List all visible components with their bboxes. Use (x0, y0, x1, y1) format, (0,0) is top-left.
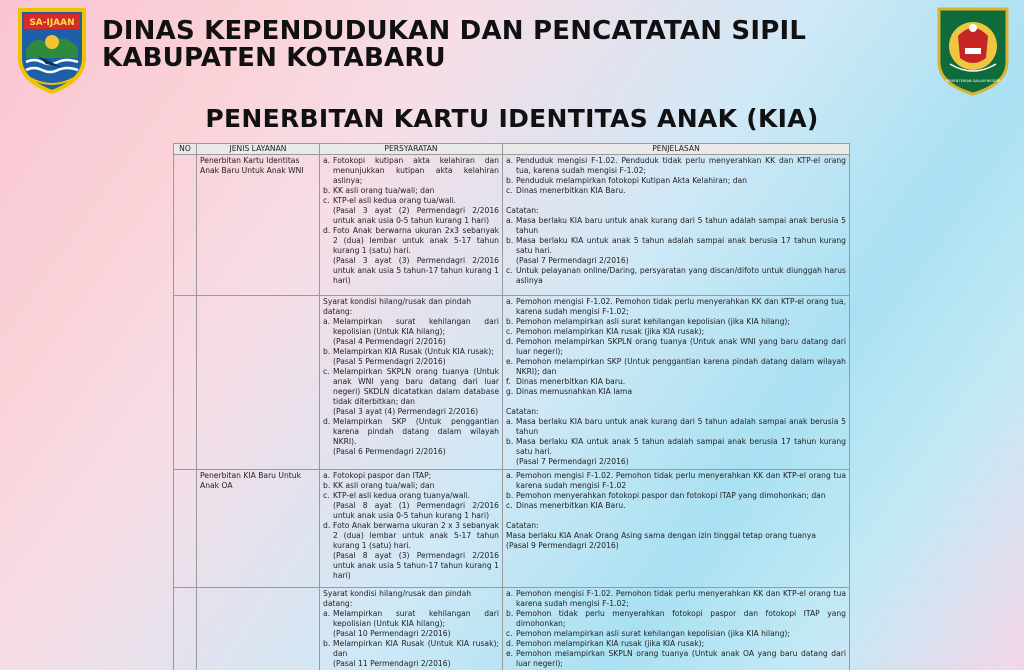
cell-no (174, 155, 197, 296)
right-logo-caption: KEMENTERIAN DALAM NEGERI (945, 79, 1001, 83)
item-marker (323, 256, 333, 286)
cell-penjelasan (503, 470, 850, 588)
item-text: Pemohon tidak perlu menyerahkan fotokopi paspor dan fotokopi ITAP yang dimohonkan; (516, 609, 846, 628)
item-marker: c. (323, 367, 330, 376)
agency-title-line2: KABUPATEN KOTABARU (102, 43, 446, 73)
list-item (506, 256, 846, 266)
list-item (323, 417, 499, 447)
list-item (506, 186, 846, 196)
list-item (323, 367, 499, 407)
table-row (174, 296, 850, 470)
header-no: NO (174, 144, 197, 155)
list-item (323, 337, 499, 347)
item-text: Pemohon menyerahkan fotokopi paspor dan fotokopi ITAP yang dimohonkan; dan (516, 491, 826, 500)
list-item (323, 357, 499, 367)
list-item (323, 551, 499, 581)
item-marker: d. (506, 639, 514, 648)
item-text: Masa berlaku KIA baru untuk anak kurang dari 5 tahun adalah sampai anak berusia 5 tahun (516, 417, 846, 436)
list-item (506, 357, 846, 377)
item-marker: c. (506, 501, 513, 510)
logo-banner-text: SA-IJAAN (29, 18, 75, 28)
item-marker (323, 629, 333, 639)
list-item (506, 629, 846, 639)
item-text: Melampirkan SKP (Untuk penggantian karena pindah datang dalam wilayah NKRI). (333, 417, 499, 446)
cell-persyaratan (320, 296, 503, 470)
item-marker: b. (323, 481, 331, 490)
item-text: (Pasal 3 ayat (3) Permendagri 2/2016 untuk anak usia 5 tahun-17 tahun kurang 1 hari) (333, 256, 499, 285)
list-item (323, 317, 499, 337)
item-marker (323, 407, 333, 417)
item-marker: b. (506, 317, 514, 326)
item-text: Pemohon melampirkan SKP (Untuk penggantian karena pindah datang dalam wilayah NKRI); dan (516, 357, 846, 376)
item-marker: c. (323, 196, 330, 205)
item-marker: a. (506, 216, 514, 225)
list-item (506, 297, 846, 317)
item-text: KK asli orang tua/wali; dan (333, 186, 435, 195)
table-header-row (174, 144, 850, 155)
table-row (174, 470, 850, 588)
item-text: Foto Anak berwarna ukuran 2x3 sebanyak 2 (dua) lembar untuk anak 5-17 tahun kurang 1 (satu) hari. (333, 226, 499, 255)
header-persyaratan: PERSYARATAN (320, 144, 503, 155)
item-marker (323, 357, 333, 367)
item-marker: d. (323, 417, 331, 426)
cell-jenis-layanan: Penerbitan Kartu Identitas Anak Baru Untuk Anak WNI (197, 155, 320, 296)
list-item (323, 206, 499, 226)
item-text: (Pasal 7 Permendagri 2/2016) (516, 256, 629, 265)
table-row (174, 588, 850, 670)
item-marker: a. (323, 317, 331, 326)
item-text: Melampirkan KIA Rusak (Untuk KIA rusak); dan (333, 639, 499, 658)
persyaratan-list (323, 471, 499, 581)
list-item (323, 639, 499, 659)
kemendagri-logo (936, 6, 1010, 96)
list-item (506, 156, 846, 176)
cell-persyaratan (320, 588, 503, 670)
item-text: Melampirkan KIA Rusak (Untuk KIA rusak); (333, 347, 494, 356)
list-item (506, 609, 846, 629)
item-marker: c. (506, 327, 513, 336)
list-item (323, 186, 499, 196)
item-marker (323, 337, 333, 347)
item-marker: a. (323, 471, 331, 480)
list-item (506, 387, 846, 397)
list-item (506, 266, 846, 286)
item-text: Masa berlaku KIA untuk anak 5 tahun adalah sampai anak berusia 17 tahun kurang satu hari. (516, 236, 846, 255)
item-marker: b. (323, 639, 331, 648)
list-item (506, 176, 846, 186)
cell-no (174, 470, 197, 588)
item-text: Pemohon mengisi F-1.02. Pemohon tidak perlu menyerahkan KK dan KTP-el orang tua karena sudah mengisi F-1.02 (516, 471, 846, 490)
list-item (506, 377, 846, 387)
item-text: (Pasal 5 Permendagri 2/2016) (333, 357, 446, 366)
item-marker (323, 447, 333, 457)
item-marker: c. (323, 491, 330, 500)
item-marker: b. (506, 491, 514, 500)
item-text: (Pasal 4 Permendagri 2/2016) (333, 337, 446, 346)
item-text: Catatan: (506, 521, 539, 530)
list-item (506, 521, 846, 531)
item-text: Dinas memusnahkan KIA lama (516, 387, 633, 396)
kotabaru-logo (16, 6, 88, 94)
item-text: Pemohon melampirkan asli surat kehilangan kepolisian (jika KIA hilang); (516, 629, 790, 638)
list-item (323, 407, 499, 417)
item-text: KK asli orang tua/wali; dan (333, 481, 435, 490)
list-item (323, 659, 499, 669)
item-text: Pemohon melampirkan KIA rusak (jika KIA rusak); (516, 639, 705, 648)
item-text: Pemohon mengisi F-1.02. Pemohon tidak perlu menyerahkan KK dan KTP-el orang tua karena sudah mengisi F-1.02; (516, 589, 846, 608)
item-marker: c. (506, 629, 513, 638)
persyaratan-list (323, 609, 499, 669)
item-marker (323, 659, 333, 669)
table-row (174, 155, 850, 296)
item-marker: f. (506, 377, 511, 386)
item-marker: a. (506, 156, 514, 165)
item-marker: c. (506, 266, 513, 275)
header-penjelasan: PENJELASAN (503, 144, 850, 155)
item-text: Pemohon melampirkan asli surat kehilangan kepolisian (jika KIA hilang); (516, 317, 790, 326)
list-item (323, 447, 499, 457)
item-text: Melampirkan surat kehilangan dari kepolisian (Untuk KIA hilang); (333, 317, 499, 336)
cell-penjelasan (503, 296, 850, 470)
item-marker: a. (506, 471, 514, 480)
list-item (506, 206, 846, 216)
item-text: Catatan: (506, 206, 539, 215)
item-text: Melampirkan surat kehilangan dari kepolisian (Untuk KIA hilang); (333, 609, 499, 628)
item-text: (Pasal 6 Permendagri 2/2016) (333, 447, 446, 456)
list-item (323, 196, 499, 206)
item-marker (506, 457, 516, 467)
header-jenis-layanan: JENIS LAYANAN (197, 144, 320, 155)
list-item (506, 437, 846, 457)
item-text: Masa berlaku KIA Anak Orang Asing sama dengan izin tinggal tetap orang tuanya (506, 531, 817, 540)
list-gap (506, 511, 846, 521)
item-text: (Pasal 8 ayat (3) Permendagri 2/2016 untuk anak usia 5 tahun-17 tahun kurang 1 hari) (333, 551, 499, 580)
item-marker: b. (323, 186, 331, 195)
item-marker: d. (506, 337, 514, 346)
persyaratan-list (323, 317, 499, 457)
list-item (506, 216, 846, 236)
cell-jenis-layanan (197, 588, 320, 670)
item-marker (506, 256, 516, 266)
item-marker: a. (323, 156, 331, 165)
item-marker: a. (506, 297, 514, 306)
list-item (506, 649, 846, 669)
item-marker (323, 501, 333, 521)
item-text: (Pasal 10 Permendagri 2/2016) (333, 629, 451, 638)
list-item (323, 501, 499, 521)
item-marker: c. (506, 186, 513, 195)
penjelasan-list (506, 297, 846, 467)
item-text: Pemohon mengisi F-1.02. Pemohon tidak perlu menyerahkan KK dan KTP-el orang tua, karena sudah mengisi F-1.02; (516, 297, 846, 316)
item-marker: b. (323, 347, 331, 356)
list-item (323, 521, 499, 551)
item-text: KTP-el asli kedua orang tua/wali. (333, 196, 457, 205)
item-text: (Pasal 11 Permendagri 2/2016) (333, 659, 451, 668)
item-text: Dinas menerbitkan KIA Baru. (516, 501, 626, 510)
agency-title (102, 18, 806, 72)
list-item (323, 609, 499, 629)
penjelasan-list (506, 156, 846, 286)
item-text: Dinas menerbitkan KIA Baru. (516, 186, 626, 195)
cell-jenis-layanan: Penerbitan KIA Baru Untuk Anak OA (197, 470, 320, 588)
list-item (506, 531, 846, 541)
item-marker: d. (323, 226, 331, 235)
item-text: KTP-el asli kedua orang tuanya/wali. (333, 491, 471, 500)
page-title: PENERBITAN KARTU IDENTITAS ANAK (KIA) (205, 104, 819, 133)
persyaratan-list (323, 156, 499, 286)
item-text: Fotokopi paspor dan ITAP; (333, 471, 432, 480)
item-text: Pemohon melampirkan SKPLN orang tuanya (Untuk anak WNI yang baru datang dari luar negeri); (516, 337, 846, 356)
list-item (323, 156, 499, 186)
cell-penjelasan (503, 588, 850, 670)
item-text: Pemohon melampirkan KIA rusak (jika KIA rusak); (516, 327, 705, 336)
item-marker: b. (506, 176, 514, 185)
list-item (506, 589, 846, 609)
list-item (323, 471, 499, 481)
list-item (323, 226, 499, 256)
list-item (506, 491, 846, 501)
item-text: (Pasal 3 ayat (4) Permendagri 2/2016) (333, 407, 479, 416)
item-text: Dinas menerbitkan KIA baru. (516, 377, 626, 386)
item-text: Pemohon melampirkan SKPLN orang tuanya (Untuk anak OA yang baru datang dari luar negeri); (516, 649, 846, 668)
item-text: (Pasal 8 ayat (1) Permendagri 2/2016 untuk anak usia 0-5 tahun kurang 1 hari) (333, 501, 499, 520)
item-text: Masa berlaku KIA baru untuk anak kurang dari 5 tahun adalah sampai anak berusia 5 tahun (516, 216, 846, 235)
item-marker: a. (506, 417, 514, 426)
item-marker: e. (506, 649, 514, 658)
penjelasan-list (506, 589, 846, 669)
list-gap (506, 397, 846, 407)
item-marker (323, 551, 333, 581)
list-item (506, 541, 846, 551)
item-marker: g. (506, 387, 514, 396)
cell-persyaratan (320, 155, 503, 296)
cell-persyaratan (320, 470, 503, 588)
item-text: (Pasal 7 Permendagri 2/2016) (516, 457, 629, 466)
agency-title-line1: DINAS KEPENDUDUKAN DAN PENCATATAN SIPIL (102, 16, 807, 46)
list-item (323, 347, 499, 357)
item-marker: a. (506, 589, 514, 598)
list-item (506, 457, 846, 467)
item-text: Fotokopi kutipan akta kelahiran dan menunjukkan kutipan akta kelahiran aslinya; (333, 156, 499, 185)
item-text: (Pasal 3 ayat (2) Permendagri 2/2016 untuk anak usia 0-5 tahun kurang 1 hari) (333, 206, 499, 225)
item-text: Catatan: (506, 407, 539, 416)
item-marker: d. (323, 521, 331, 530)
item-text: Foto Anak berwarna ukuran 2 x 3 sebanyak 2 (dua) lembar untuk anak 5-17 tahun kurang 1 (satu) hari. (333, 521, 499, 550)
list-item (506, 236, 846, 256)
cell-penjelasan (503, 155, 850, 296)
persyaratan-intro: Syarat kondisi hilang/rusak dan pindah datang: (323, 297, 472, 316)
item-text: (Pasal 9 Permendagri 2/2016) (506, 541, 619, 550)
list-item (323, 629, 499, 639)
item-marker: b. (506, 236, 514, 245)
list-item (323, 481, 499, 491)
list-item (506, 337, 846, 357)
list-gap (506, 196, 846, 206)
cell-no (174, 588, 197, 670)
list-item (506, 317, 846, 327)
list-item (506, 471, 846, 491)
list-item (323, 491, 499, 501)
list-item (506, 639, 846, 649)
item-text: Masa berlaku KIA untuk anak 5 tahun adalah sampai anak berusia 17 tahun kurang satu hari. (516, 437, 846, 456)
item-marker: e. (506, 357, 514, 366)
list-item (506, 501, 846, 511)
item-marker: b. (506, 609, 514, 618)
item-marker: b. (506, 437, 514, 446)
item-marker: a. (323, 609, 331, 618)
item-text: Penduduk melampirkan fotokopi Kutipan Akta Kelahiran; dan (516, 176, 748, 185)
item-text: Melampirkan SKPLN orang tuanya (Untuk anak WNI yang baru datang dari luar negeri) SKDLN dicatatkan dalam database tidak diterbitkan; dan (333, 367, 499, 406)
penjelasan-list (506, 471, 846, 551)
kia-requirements-table (173, 143, 850, 670)
item-text: Penduduk mengisi F-1.02. Penduduk tidak perlu menyerahkan KK dan KTP-el orang tua, karena sudah mengisi F-1.02; (516, 156, 846, 175)
item-marker (323, 206, 333, 226)
persyaratan-intro: Syarat kondisi hilang/rusak dan pindah datang: (323, 589, 472, 608)
cell-jenis-layanan (197, 296, 320, 470)
item-text: Untuk pelayanan online/Daring, persyaratan yang discan/difoto untuk diunggah harus aslinya (516, 266, 846, 285)
list-item (506, 417, 846, 437)
list-item (506, 327, 846, 337)
cell-no (174, 296, 197, 470)
list-item (506, 407, 846, 417)
list-item (323, 256, 499, 286)
